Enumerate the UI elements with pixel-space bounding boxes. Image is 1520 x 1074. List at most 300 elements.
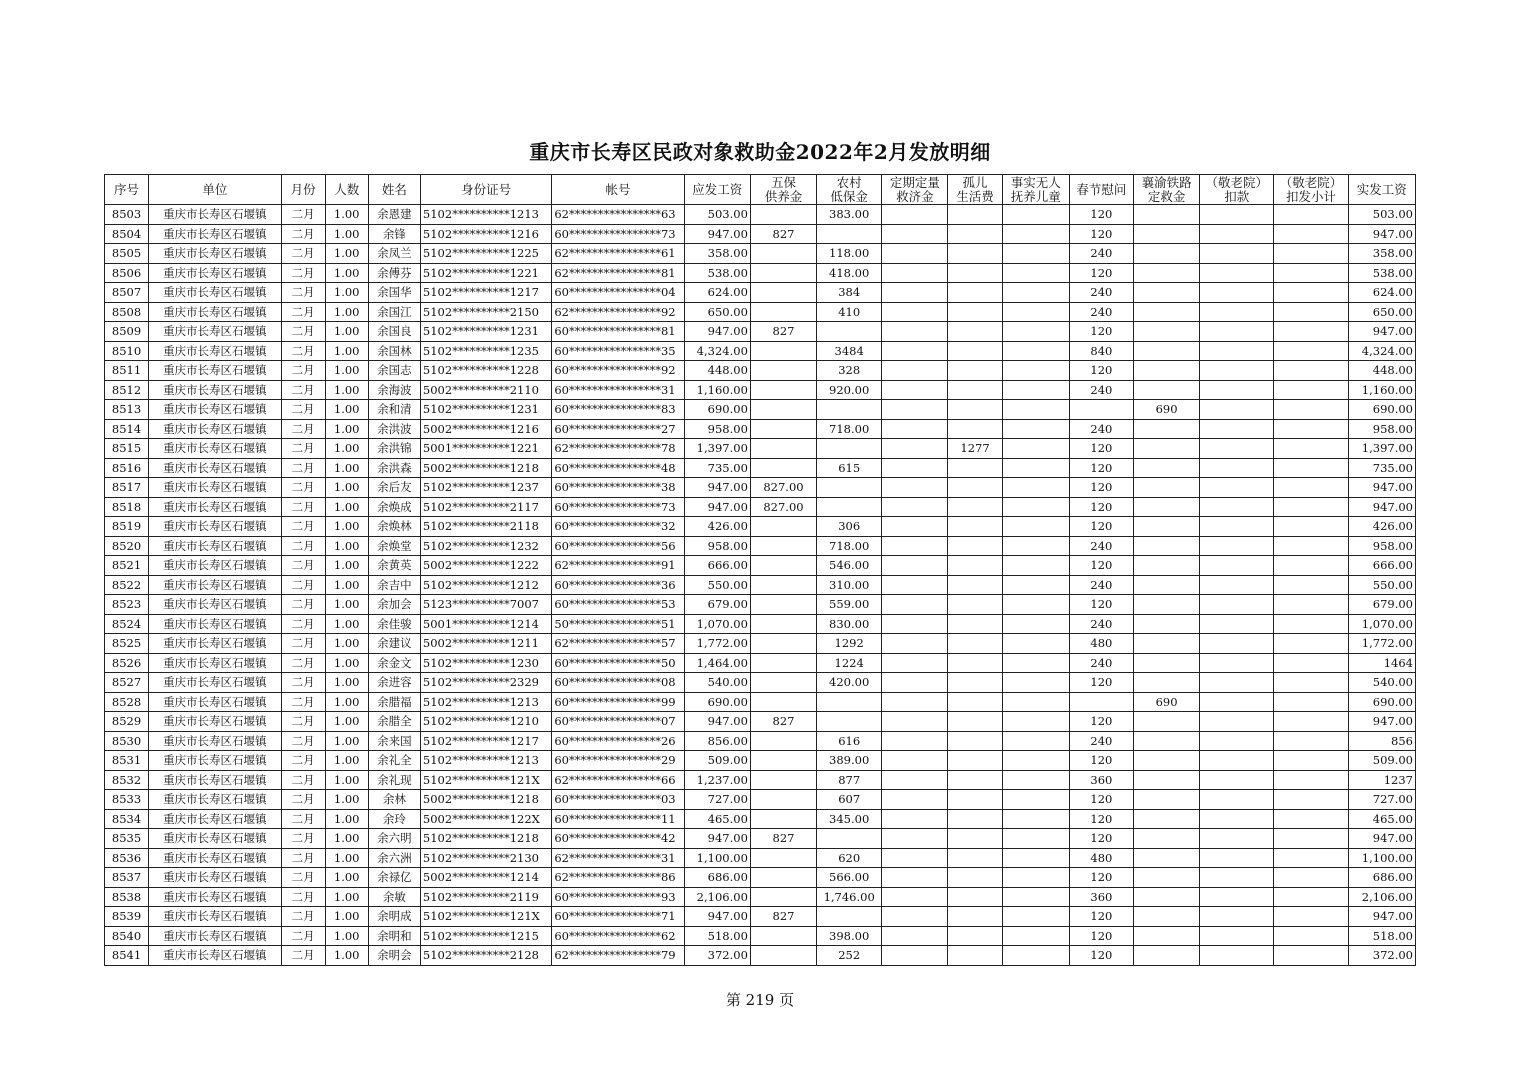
table-cell: 8505 — [105, 244, 149, 264]
table-cell: 1,772.00 — [1348, 634, 1415, 654]
table-cell: 666.00 — [684, 556, 750, 576]
table-cell: 540.00 — [1348, 673, 1415, 693]
table-cell — [1002, 400, 1069, 420]
table-cell: 120 — [1069, 224, 1133, 244]
table-cell: 947.00 — [684, 478, 750, 498]
table-cell: 余凤兰 — [368, 244, 420, 264]
table-cell: 重庆市长寿区石堰镇 — [149, 926, 281, 946]
table-cell: 5102**********1231 — [420, 400, 551, 420]
table-cell: 947.00 — [684, 322, 750, 342]
column-header: 序号 — [105, 175, 149, 205]
table-cell — [1134, 653, 1200, 673]
table-cell: 60****************99 — [552, 692, 684, 712]
table-cell — [948, 556, 1002, 576]
table-cell — [750, 848, 816, 868]
table-cell: 二月 — [281, 302, 325, 322]
table-row — [105, 653, 1416, 673]
column-header: 农村 低保金 — [817, 175, 882, 205]
table-row — [105, 439, 1416, 459]
table-cell: 559.00 — [817, 595, 882, 615]
table-cell: 827 — [750, 712, 816, 732]
table-cell — [948, 731, 1002, 751]
table-cell — [1274, 926, 1348, 946]
table-cell: 5102**********1213 — [420, 751, 551, 771]
table-cell: 重庆市长寿区石堰镇 — [149, 224, 281, 244]
table-cell: 120 — [1069, 556, 1133, 576]
table-cell: 重庆市长寿区石堰镇 — [149, 848, 281, 868]
table-cell: 958.00 — [684, 419, 750, 439]
table-cell — [1002, 322, 1069, 342]
table-row — [105, 829, 1416, 849]
table-cell — [1134, 419, 1200, 439]
table-cell: 5102**********1225 — [420, 244, 551, 264]
table-cell: 5102**********1235 — [420, 341, 551, 361]
table-cell: 958.00 — [1348, 419, 1415, 439]
table-cell: 877 — [817, 770, 882, 790]
table-cell — [1274, 224, 1348, 244]
table-row — [105, 322, 1416, 342]
table-cell: 8537 — [105, 868, 149, 888]
table-cell: 958.00 — [684, 536, 750, 556]
table-cell — [948, 887, 1002, 907]
table-cell: 1.00 — [325, 224, 368, 244]
table-cell: 727.00 — [684, 790, 750, 810]
table-row — [105, 517, 1416, 537]
table-cell — [882, 790, 948, 810]
table-cell: 690 — [1134, 692, 1200, 712]
table-cell: 8529 — [105, 712, 149, 732]
table-cell: 240 — [1069, 244, 1133, 264]
table-cell — [750, 595, 816, 615]
table-cell — [1002, 458, 1069, 478]
table-cell: 余加会 — [368, 595, 420, 615]
table-cell: 4,324.00 — [1348, 341, 1415, 361]
table-cell — [882, 829, 948, 849]
table-row — [105, 283, 1416, 303]
table-cell: 余焕林 — [368, 517, 420, 537]
table-cell: 1,160.00 — [1348, 380, 1415, 400]
table-cell: 余佳骏 — [368, 614, 420, 634]
table-cell — [948, 575, 1002, 595]
table-cell: 二月 — [281, 400, 325, 420]
table-cell — [1002, 673, 1069, 693]
table-cell — [1274, 790, 1348, 810]
table-cell — [1274, 751, 1348, 771]
table-cell: 5102**********1221 — [420, 263, 551, 283]
table-cell: 5102**********1212 — [420, 575, 551, 595]
table-cell: 二月 — [281, 439, 325, 459]
table-cell — [948, 283, 1002, 303]
table-cell — [750, 517, 816, 537]
table-cell: 1,237.00 — [684, 770, 750, 790]
table-cell — [1002, 380, 1069, 400]
table-body — [105, 205, 1416, 966]
table-cell — [1274, 731, 1348, 751]
table-cell: 重庆市长寿区石堰镇 — [149, 575, 281, 595]
table-cell — [750, 731, 816, 751]
table-row — [105, 419, 1416, 439]
table-cell: 538.00 — [684, 263, 750, 283]
column-header: 月份 — [281, 175, 325, 205]
table-cell — [882, 341, 948, 361]
table-cell: 二月 — [281, 692, 325, 712]
table-cell: 360 — [1069, 887, 1133, 907]
table-cell — [1200, 575, 1274, 595]
table-row — [105, 224, 1416, 244]
table-row — [105, 302, 1416, 322]
table-cell: 5102**********2118 — [420, 517, 551, 537]
table-cell: 60****************38 — [552, 478, 684, 498]
table-cell: 827 — [750, 322, 816, 342]
table-cell — [1200, 634, 1274, 654]
table-cell — [1002, 439, 1069, 459]
table-cell: 重庆市长寿区石堰镇 — [149, 595, 281, 615]
table-cell: 1.00 — [325, 946, 368, 966]
table-cell: 426.00 — [684, 517, 750, 537]
table-row — [105, 946, 1416, 966]
table-cell: 718.00 — [817, 419, 882, 439]
table-cell: 二月 — [281, 283, 325, 303]
table-cell: 二月 — [281, 829, 325, 849]
table-cell: 120 — [1069, 868, 1133, 888]
table-cell: 686.00 — [1348, 868, 1415, 888]
table-cell: 306 — [817, 517, 882, 537]
table-cell: 8509 — [105, 322, 149, 342]
table-cell: 62****************63 — [552, 205, 684, 225]
table-cell: 120 — [1069, 712, 1133, 732]
table-cell: 1,746.00 — [817, 887, 882, 907]
table-cell — [1274, 439, 1348, 459]
table-cell — [1134, 790, 1200, 810]
table-cell — [1134, 361, 1200, 381]
column-header: 帐号 — [552, 175, 684, 205]
table-cell: 二月 — [281, 244, 325, 264]
table-cell — [1134, 478, 1200, 498]
table-cell — [1200, 556, 1274, 576]
table-cell: 8532 — [105, 770, 149, 790]
table-cell: 5102**********1232 — [420, 536, 551, 556]
table-cell — [1134, 829, 1200, 849]
table-cell — [1134, 341, 1200, 361]
table-cell — [817, 439, 882, 459]
table-cell: 重庆市长寿区石堰镇 — [149, 322, 281, 342]
table-cell — [1200, 731, 1274, 751]
table-cell: 重庆市长寿区石堰镇 — [149, 731, 281, 751]
table-cell: 1.00 — [325, 926, 368, 946]
table-cell: 1.00 — [325, 556, 368, 576]
table-cell — [1134, 634, 1200, 654]
column-header: 春节慰问 — [1069, 175, 1133, 205]
table-cell — [948, 848, 1002, 868]
table-cell: 8538 — [105, 887, 149, 907]
table-row — [105, 595, 1416, 615]
table-cell — [882, 497, 948, 517]
table-cell — [1274, 907, 1348, 927]
table-cell — [882, 887, 948, 907]
table-cell — [1134, 205, 1200, 225]
table-cell — [1200, 692, 1274, 712]
table-cell — [948, 419, 1002, 439]
table-cell: 1.00 — [325, 731, 368, 751]
table-cell: 5002**********122X — [420, 809, 551, 829]
table-cell — [1200, 907, 1274, 927]
table-cell: 827.00 — [750, 478, 816, 498]
table-cell: 620 — [817, 848, 882, 868]
table-cell — [948, 673, 1002, 693]
table-cell: 5102**********1217 — [420, 731, 551, 751]
table-cell: 5001**********1221 — [420, 439, 551, 459]
table-cell: 二月 — [281, 653, 325, 673]
table-cell: 8517 — [105, 478, 149, 498]
table-cell: 5102**********1218 — [420, 829, 551, 849]
table-cell: 690.00 — [684, 692, 750, 712]
table-cell — [750, 751, 816, 771]
table-cell: 1464 — [1348, 653, 1415, 673]
table-cell — [1274, 458, 1348, 478]
table-cell: 372.00 — [1348, 946, 1415, 966]
table-cell: 60****************36 — [552, 575, 684, 595]
table-cell: 509.00 — [1348, 751, 1415, 771]
column-header: 姓名 — [368, 175, 420, 205]
table-cell — [1002, 731, 1069, 751]
table-cell: 余国江 — [368, 302, 420, 322]
table-row — [105, 634, 1416, 654]
table-cell: 重庆市长寿区石堰镇 — [149, 517, 281, 537]
table-cell: 重庆市长寿区石堰镇 — [149, 283, 281, 303]
table-cell: 60****************27 — [552, 419, 684, 439]
table-cell: 827 — [750, 224, 816, 244]
table-cell — [1134, 751, 1200, 771]
table-cell: 60****************53 — [552, 595, 684, 615]
table-row — [105, 868, 1416, 888]
table-cell: 二月 — [281, 322, 325, 342]
table-cell — [1200, 653, 1274, 673]
table-cell: 310.00 — [817, 575, 882, 595]
table-cell — [948, 595, 1002, 615]
table-cell: 240 — [1069, 283, 1133, 303]
table-cell: 二月 — [281, 848, 325, 868]
table-cell: 8506 — [105, 263, 149, 283]
table-cell: 二月 — [281, 556, 325, 576]
table-cell — [882, 419, 948, 439]
table-row — [105, 692, 1416, 712]
table-cell: 920.00 — [817, 380, 882, 400]
table-cell — [1274, 809, 1348, 829]
table-cell — [1002, 809, 1069, 829]
column-header: （敬老院） 扣发小计 — [1274, 175, 1348, 205]
table-cell — [750, 868, 816, 888]
table-cell: 120 — [1069, 205, 1133, 225]
table-cell: 550.00 — [684, 575, 750, 595]
table-cell: 448.00 — [1348, 361, 1415, 381]
table-cell — [1002, 790, 1069, 810]
table-cell: 62****************66 — [552, 770, 684, 790]
table-cell: 503.00 — [1348, 205, 1415, 225]
table-cell: 120 — [1069, 361, 1133, 381]
table-cell — [1274, 244, 1348, 264]
table-cell: 1.00 — [325, 907, 368, 927]
table-cell: 8533 — [105, 790, 149, 810]
table-cell: 余腊全 — [368, 712, 420, 732]
table-cell — [750, 458, 816, 478]
table-cell: 60****************26 — [552, 731, 684, 751]
table-cell: 947.00 — [1348, 497, 1415, 517]
table-cell: 830.00 — [817, 614, 882, 634]
table-cell — [817, 712, 882, 732]
table-cell: 二月 — [281, 887, 325, 907]
table-cell — [1002, 419, 1069, 439]
table-cell: 5002**********1222 — [420, 556, 551, 576]
table-cell — [882, 634, 948, 654]
table-cell: 8503 — [105, 205, 149, 225]
table-cell: 1.00 — [325, 302, 368, 322]
table-cell: 8540 — [105, 926, 149, 946]
table-cell: 62****************92 — [552, 302, 684, 322]
table-cell — [882, 536, 948, 556]
table-cell — [750, 634, 816, 654]
table-cell: 余国志 — [368, 361, 420, 381]
table-cell — [882, 361, 948, 381]
table-cell: 余海波 — [368, 380, 420, 400]
table-cell — [1134, 497, 1200, 517]
table-cell: 二月 — [281, 224, 325, 244]
table-cell — [1134, 380, 1200, 400]
table-cell: 1.00 — [325, 595, 368, 615]
table-cell: 余锋 — [368, 224, 420, 244]
table-cell — [882, 907, 948, 927]
table-cell: 616 — [817, 731, 882, 751]
table-cell: 240 — [1069, 302, 1133, 322]
table-cell — [948, 634, 1002, 654]
table-cell — [1274, 536, 1348, 556]
table-cell: 5102**********2117 — [420, 497, 551, 517]
table-cell: 120 — [1069, 751, 1133, 771]
table-cell: 余傅芬 — [368, 263, 420, 283]
table-cell — [1274, 712, 1348, 732]
table-cell — [1002, 224, 1069, 244]
table-cell — [1134, 868, 1200, 888]
table-cell: 1.00 — [325, 887, 368, 907]
table-cell — [750, 302, 816, 322]
table-cell: 1.00 — [325, 712, 368, 732]
table-cell — [1002, 614, 1069, 634]
column-header: 应发工资 — [684, 175, 750, 205]
table-cell: 二月 — [281, 263, 325, 283]
table-cell: 503.00 — [684, 205, 750, 225]
table-cell: 重庆市长寿区石堰镇 — [149, 419, 281, 439]
table-cell — [817, 322, 882, 342]
table-cell: 690.00 — [1348, 400, 1415, 420]
table-cell: 5102**********121X — [420, 770, 551, 790]
table-cell: 8535 — [105, 829, 149, 849]
table-cell — [1002, 887, 1069, 907]
table-cell: 余国华 — [368, 283, 420, 303]
page-number: 第 219 页 — [725, 991, 795, 1009]
table-cell — [1200, 829, 1274, 849]
table-cell — [1069, 400, 1133, 420]
table-cell: 947.00 — [1348, 224, 1415, 244]
table-cell: 345.00 — [817, 809, 882, 829]
table-cell: 60****************83 — [552, 400, 684, 420]
table-cell — [948, 653, 1002, 673]
table-cell: 62****************57 — [552, 634, 684, 654]
table-cell: 1.00 — [325, 673, 368, 693]
table-cell: 重庆市长寿区石堰镇 — [149, 497, 281, 517]
table-cell: 1,070.00 — [1348, 614, 1415, 634]
table-cell: 余洪锦 — [368, 439, 420, 459]
table-cell — [1274, 478, 1348, 498]
table-cell: 余黄英 — [368, 556, 420, 576]
table-cell: 120 — [1069, 497, 1133, 517]
table-cell — [1200, 595, 1274, 615]
table-cell — [750, 809, 816, 829]
table-cell: 5102**********1230 — [420, 653, 551, 673]
table-cell: 62****************78 — [552, 439, 684, 459]
table-cell: 62****************79 — [552, 946, 684, 966]
column-header: 人数 — [325, 175, 368, 205]
table-cell — [948, 712, 1002, 732]
table-cell: 1.00 — [325, 848, 368, 868]
table-cell: 重庆市长寿区石堰镇 — [149, 946, 281, 966]
table-cell — [882, 458, 948, 478]
table-cell — [1200, 790, 1274, 810]
table-cell: 重庆市长寿区石堰镇 — [149, 614, 281, 634]
table-cell — [1200, 887, 1274, 907]
table-cell — [1200, 751, 1274, 771]
table-cell — [948, 907, 1002, 927]
table-cell: 947.00 — [1348, 907, 1415, 927]
table-cell — [948, 829, 1002, 849]
table-cell: 1,772.00 — [684, 634, 750, 654]
table-cell — [948, 361, 1002, 381]
table-cell — [882, 712, 948, 732]
table-cell: 62****************86 — [552, 868, 684, 888]
table-cell: 8516 — [105, 458, 149, 478]
table-cell — [1200, 868, 1274, 888]
table-cell: 358.00 — [684, 244, 750, 264]
table-cell: 8527 — [105, 673, 149, 693]
table-cell: 二月 — [281, 205, 325, 225]
table-row — [105, 907, 1416, 927]
table-cell: 1.00 — [325, 439, 368, 459]
table-cell: 重庆市长寿区石堰镇 — [149, 400, 281, 420]
table-cell — [948, 517, 1002, 537]
table-cell — [1274, 302, 1348, 322]
table-cell: 余洪波 — [368, 419, 420, 439]
table-cell: 856.00 — [684, 731, 750, 751]
table-cell: 5002**********1216 — [420, 419, 551, 439]
table-cell — [882, 205, 948, 225]
table-cell: 8504 — [105, 224, 149, 244]
table-cell: 120 — [1069, 263, 1133, 283]
table-cell: 666.00 — [1348, 556, 1415, 576]
table-cell — [1274, 575, 1348, 595]
table-cell: 余来国 — [368, 731, 420, 751]
table-cell — [1200, 380, 1274, 400]
table-cell: 重庆市长寿区石堰镇 — [149, 712, 281, 732]
table-cell: 余焕堂 — [368, 536, 420, 556]
table-cell: 120 — [1069, 517, 1133, 537]
table-cell — [948, 926, 1002, 946]
table-cell — [1274, 517, 1348, 537]
table-cell: 二月 — [281, 634, 325, 654]
table-cell: 余玲 — [368, 809, 420, 829]
table-cell: 余礼全 — [368, 751, 420, 771]
table-cell — [1274, 380, 1348, 400]
table-cell: 518.00 — [684, 926, 750, 946]
table-cell: 465.00 — [684, 809, 750, 829]
table-cell: 二月 — [281, 575, 325, 595]
